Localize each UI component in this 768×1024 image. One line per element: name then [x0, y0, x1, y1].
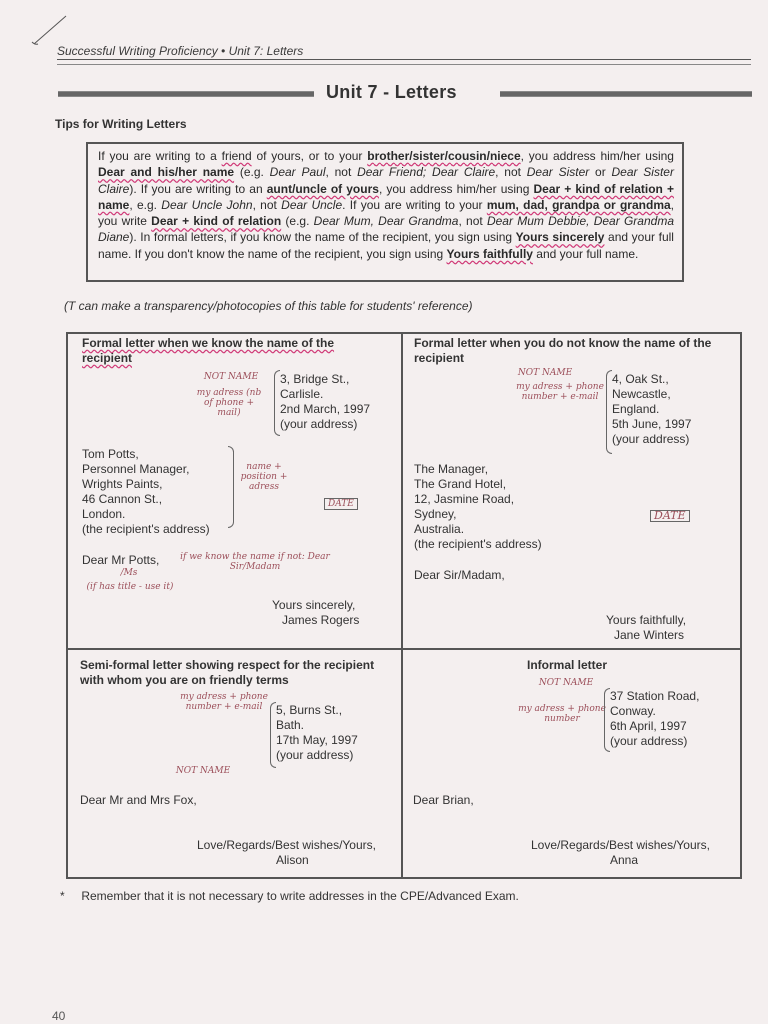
sender-address — [610, 689, 699, 749]
address-line: 5, Burns St., — [276, 703, 343, 717]
tips-yours-faithfully: Yours faithfully — [446, 246, 533, 261]
tips-example: Dear Paul — [269, 165, 326, 180]
hand-date: DATE — [650, 510, 690, 522]
hand-not-name: NOT NAME — [517, 368, 573, 378]
address-date: 2nd March, 1997 — [280, 402, 371, 416]
address-note: (your address) — [280, 417, 358, 431]
tips-parents: mum, dad, grandpa or grandma — [486, 197, 671, 212]
salutation: Dear Sir/Madam, — [414, 568, 505, 582]
recipient-address — [414, 462, 542, 552]
signature-name: Anna — [610, 853, 639, 867]
tips-example: Dear Mum Debbie, Dear Grandma Diane — [98, 214, 674, 245]
signature-name: Jane Winters — [614, 628, 685, 642]
recipient-line: 12, Jasmine Road, — [414, 492, 515, 506]
recipient-line: Australia. — [414, 522, 465, 536]
hand-title: (if has title - use it) — [86, 582, 174, 592]
address-line: England. — [612, 402, 660, 416]
hand-not-name: NOT NAME — [203, 372, 259, 382]
tips-yours-sincerely: Yours sincerely — [515, 230, 605, 245]
tips-text: (e.g. — [234, 165, 270, 180]
tips-example: Dear Sister Claire — [98, 165, 674, 196]
salutation: Dear Brian, — [413, 793, 474, 807]
tips-relatives: brother/sister/cousin/niece — [367, 149, 521, 163]
tips-text: or — [589, 165, 612, 180]
tips-dear-name: Dear and his/her name — [98, 165, 235, 180]
recipient-line: Tom Potts, — [82, 447, 139, 461]
tips-text: , you address him/her using — [520, 149, 674, 163]
tips-text: ). If you are writing to an — [129, 181, 267, 196]
hand-name-position: name + position + adress — [240, 462, 288, 492]
hand-my-address: my adress + phone number — [518, 704, 606, 724]
address-note: (your address) — [612, 432, 690, 446]
cell-title-formal-unknown: Formal letter when you do not know the name of the recipient — [414, 336, 712, 365]
address-line: 3, Bridge St., — [280, 372, 350, 386]
tips-text: of yours, or to your — [251, 149, 368, 163]
closing: Love/Regards/Best wishes/Yours, — [531, 838, 710, 852]
tips-example: Dear Friend; Dear Claire — [357, 165, 496, 180]
tips-heading: Tips for Writing Letters — [55, 117, 187, 131]
recipient-address — [82, 447, 210, 537]
page-number: 40 — [52, 1009, 66, 1023]
sender-address — [276, 703, 358, 763]
tips-text: . If you are writing to your — [342, 197, 487, 212]
tips-text: , not — [252, 197, 282, 212]
closing: Yours sincerely, — [272, 598, 356, 612]
tips-text: ). In formal letters, if you know the name of the recipient, you sign using — [129, 230, 516, 245]
teacher-note: (T can make a transparency/photocopies of this table for students' reference) — [64, 299, 473, 313]
tips-text: (e.g. — [281, 214, 314, 229]
tips-box — [86, 142, 684, 282]
recipient-line: Wrights Paints, — [82, 477, 163, 491]
tips-example: Dear Uncle John — [161, 197, 253, 212]
address-note: (your address) — [610, 734, 688, 748]
salutation: Dear Mr and Mrs Fox, — [80, 793, 197, 807]
hand-if-know-name: if we know the name if not: Dear Sir/Madam — [180, 552, 330, 572]
recipient-line: Personnel Manager, — [82, 462, 190, 476]
table-horizontal-divider — [67, 648, 741, 650]
hand-not-name: NOT NAME — [538, 678, 594, 688]
hand-not-name: NOT NAME — [175, 766, 231, 776]
title-bar — [58, 82, 752, 106]
cell-title-formal-known: Formal letter when we know the name of the recipient — [82, 336, 335, 365]
address-line: Newcastle, — [612, 387, 671, 401]
cell-title-informal: Informal letter — [527, 658, 608, 672]
title-bar-left — [58, 91, 314, 97]
address-line: Bath. — [276, 718, 305, 732]
recipient-line: The Manager, — [414, 462, 489, 476]
tips-text: , e.g. — [129, 197, 162, 212]
address-date: 17th May, 1997 — [276, 733, 358, 747]
table-vertical-divider — [401, 333, 403, 878]
recipient-line: Sydney, — [414, 507, 457, 521]
address-line: Carlisle. — [280, 387, 324, 401]
closing: Yours faithfully, — [606, 613, 687, 627]
tips-aunt-uncle: aunt/uncle of yours — [266, 181, 379, 196]
recipient-line: 46 Cannon St., — [82, 492, 163, 506]
tips-friend: friend — [221, 149, 252, 163]
tips-kind-relation-name: Dear + kind of relation + name — [98, 181, 674, 212]
tips-text: , not — [325, 165, 358, 180]
hand-ms: /Ms — [120, 568, 138, 578]
address-line: 37 Station Road, — [610, 689, 700, 703]
sender-address — [280, 372, 370, 432]
footnote: * Remember that it is not necessary to write addresses in the CPE/Advanced Exam. — [60, 889, 519, 903]
tips-text: If you are writing to a — [98, 149, 222, 163]
tips-text: , not — [495, 165, 527, 180]
hand-my-address: my adress (nb of phone + mail) — [196, 388, 262, 418]
tips-text: , not — [458, 214, 487, 229]
tips-text: and your full name. If you don't know the name of the recipient, you sign using — [98, 230, 674, 261]
recipient-line: London. — [82, 507, 126, 521]
address-line: 4, Oak St., — [612, 372, 669, 386]
hand-my-address: my adress + phone number + e-mail — [516, 382, 604, 402]
tips-kind-relation: Dear + kind of relation — [151, 214, 282, 229]
tips-example: Dear Uncle — [281, 197, 343, 212]
address-note: (your address) — [276, 748, 354, 762]
recipient-note: (the recipient's address) — [82, 522, 210, 536]
sender-address — [612, 372, 691, 447]
salutation: Dear Mr Potts, — [82, 553, 160, 567]
address-date: 5th June, 1997 — [612, 417, 692, 431]
address-date: 6th April, 1997 — [610, 719, 687, 733]
header-rule — [57, 59, 751, 60]
page-title: Unit 7 - Letters — [326, 82, 457, 102]
recipient-note: (the recipient's address) — [414, 537, 542, 551]
hand-date: DATE — [324, 498, 358, 510]
title-bar-right — [500, 91, 752, 97]
recipient-bracket — [228, 446, 234, 528]
pen-mark — [30, 14, 70, 48]
tips-text: , you address him/her using — [378, 181, 534, 196]
cell-title-semi-formal: Semi-formal letter showing respect for the recipient with whom you are on friendly terms — [80, 658, 375, 687]
address-line: Conway. — [610, 704, 656, 718]
signature-name: Alison — [276, 853, 309, 867]
closing: Love/Regards/Best wishes/Yours, — [197, 838, 376, 852]
hand-my-address: my adress + phone number + e-mail — [180, 692, 268, 712]
recipient-line: The Grand Hotel, — [414, 477, 507, 491]
tips-example: Dear Sister — [526, 165, 590, 180]
tips-text: and your full name. — [532, 246, 639, 261]
tips-example: Dear Mum, Dear Grandma — [313, 214, 459, 229]
tips-text: , you write — [98, 197, 675, 229]
signature-name: James Rogers — [282, 613, 360, 627]
header-rule-2 — [57, 64, 751, 65]
running-head: Successful Writing Proficiency • Unit 7: Letters — [57, 44, 304, 58]
